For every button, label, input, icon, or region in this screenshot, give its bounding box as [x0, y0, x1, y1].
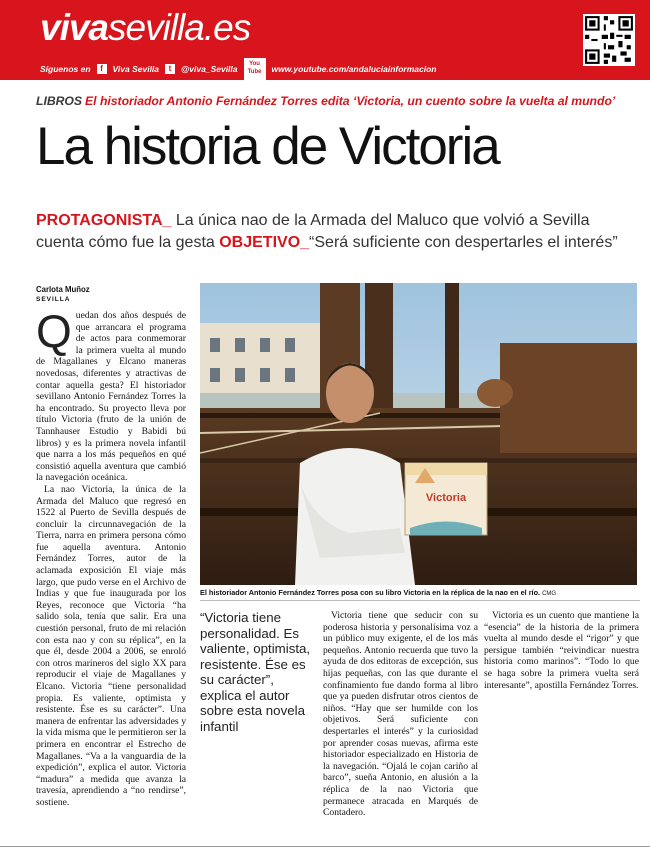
- follow-label: Síguenos en: [40, 64, 91, 74]
- article-column-2: [323, 610, 478, 840]
- youtube-link[interactable]: www.youtube.com/andaluciainformacion: [271, 64, 437, 74]
- article-paragraph-3: Victoria tiene que seducir con su poderosa historia y personalísima voz a un público muy exigente, el de los más pequeños. Antonio recuerda que tuvo la ayuda de dos editoras de excepción, sus hijas pequeñas, con las que durante el confinamiento fue dando forma al libro que ya pueden disfrutar otros cientos de niños. “Hay que ser humilde con los objetivos. Será suficiente con despertarles el interés” y la curiosidad por aprender cosas nuevas, afirma este historiador especializado en Historia de la navegación. “Ojalá le cojan cariño al barco”, sueña Antonio, en alusión a la réplica de la nao Victoria que permanece atracada en Marqués de Contadero.: [323, 610, 478, 819]
- article-kicker: [36, 94, 615, 108]
- pull-quote: “Victoria tiene personalidad. Es valiente, optimista, resistente. Ése es su carácter”, explica el autor sobre esta novela infantil: [200, 610, 311, 734]
- author-byline: Carlota Muñoz: [36, 285, 90, 294]
- article-photo: [200, 283, 637, 585]
- qr-code-icon: [583, 14, 635, 66]
- kicker-text: El historiador Antonio Fernández Torres edita ‘Victoria, un cuento sobre la vuelta al mundo’: [85, 94, 616, 108]
- page-bottom-rule: [0, 846, 650, 847]
- dateline-city: SEVILLA: [36, 296, 71, 303]
- section-label: LIBROS: [36, 94, 83, 108]
- photo-caption: El historiador Antonio Fernández Torres posa con su libro Victoria en la réplica de la nao en el río. CMG: [200, 588, 557, 597]
- article-paragraph-2: La nao Victoria, la única de la Armada del Maluco que regresó en 1522 al Puerto de Sevilla después de concluir la circunnavegación de la Tierra, narra en primera persona cómo fue aquella aventura. Antonio Fernández Torres, autor de la aclamada exposición El viaje más largo, que pudo verse en el Archivo de Indias y que fue inaugurada por los Reyes, reconoce que Victoria “ha salido sola, tenía que salir. Era una cuestión personal, fruto de mi relación con esta nao y con su réplica”, en la que él, desde 2004 a 2006, se enroló con otros marineros del siglo XX para reproducir el viaje de Magallanes y Elcano. Victoria “tiene personalidad propia. Es valiente, optimista y resistente. Ése es su carácter”. Una manera de enfrentar las adversidades y la vida misma que le permitieron ser la primera en encontrar el Estrecho de Magallanes. “Va a la vanguardia de la expedición”, explica el autor. Victoria “madura” a medida que avanza la travesía, aprendiendo a “no rendirse”, sostiene.: [36, 483, 186, 808]
- facebook-icon[interactable]: f: [97, 64, 107, 74]
- article-paragraph-1: Quedan dos años después de que arrancara el programa de actos para conmemorar la primera vuelta al mundo de Magallanes y Elcano maneras novedosas, diferentes y atractivas de contar aquella gesta? El historiador sevillano Antonio Fernández Torres la ha encontrado. Su proyecto lleva por título Victoria (fruto de la unión de Tannhauser Estudio y Babidi bú libros) y es la primera novela infantil que narra a los más pequeños en qué consistió aquella aventura que cambió la navegación oceánica.: [36, 310, 186, 484]
- social-bar: [40, 58, 437, 80]
- subhead-line-2: cuenta cómo fue la gesta OBJETIVO_“Será suficiente con despertarles el interés”: [36, 234, 618, 251]
- site-logo[interactable]: vivasevilla.es: [40, 7, 251, 48]
- book-title: Victoria: [425, 492, 467, 504]
- article-column-3: [484, 610, 639, 840]
- page-title: La historia de Victoria: [36, 117, 499, 176]
- photo-credit: CMG: [542, 591, 557, 597]
- subhead-line-1: PROTAGONISTA_ La única nao de la Armada del Maluco que volvió a Sevilla: [36, 212, 590, 229]
- facebook-link[interactable]: Viva Sevilla: [112, 64, 160, 74]
- twitter-link[interactable]: @viva_Sevilla: [181, 64, 238, 74]
- twitter-icon[interactable]: t: [165, 64, 175, 74]
- caption-divider: [200, 600, 640, 601]
- drop-cap: Q: [36, 310, 72, 357]
- article-column-1: [36, 310, 186, 840]
- article-paragraph-4: Victoria es un cuento que mantiene la “esencia” de la historia de la primera vuelta al mundo desde el “rigor” y que persigue también “reivindicar nuestra historia como marinos”. “Todo lo que se haga sobre la primera vuelta será interesante”, apostilla Fernández Torres.: [484, 610, 639, 691]
- youtube-icon[interactable]: You Tube: [244, 58, 266, 80]
